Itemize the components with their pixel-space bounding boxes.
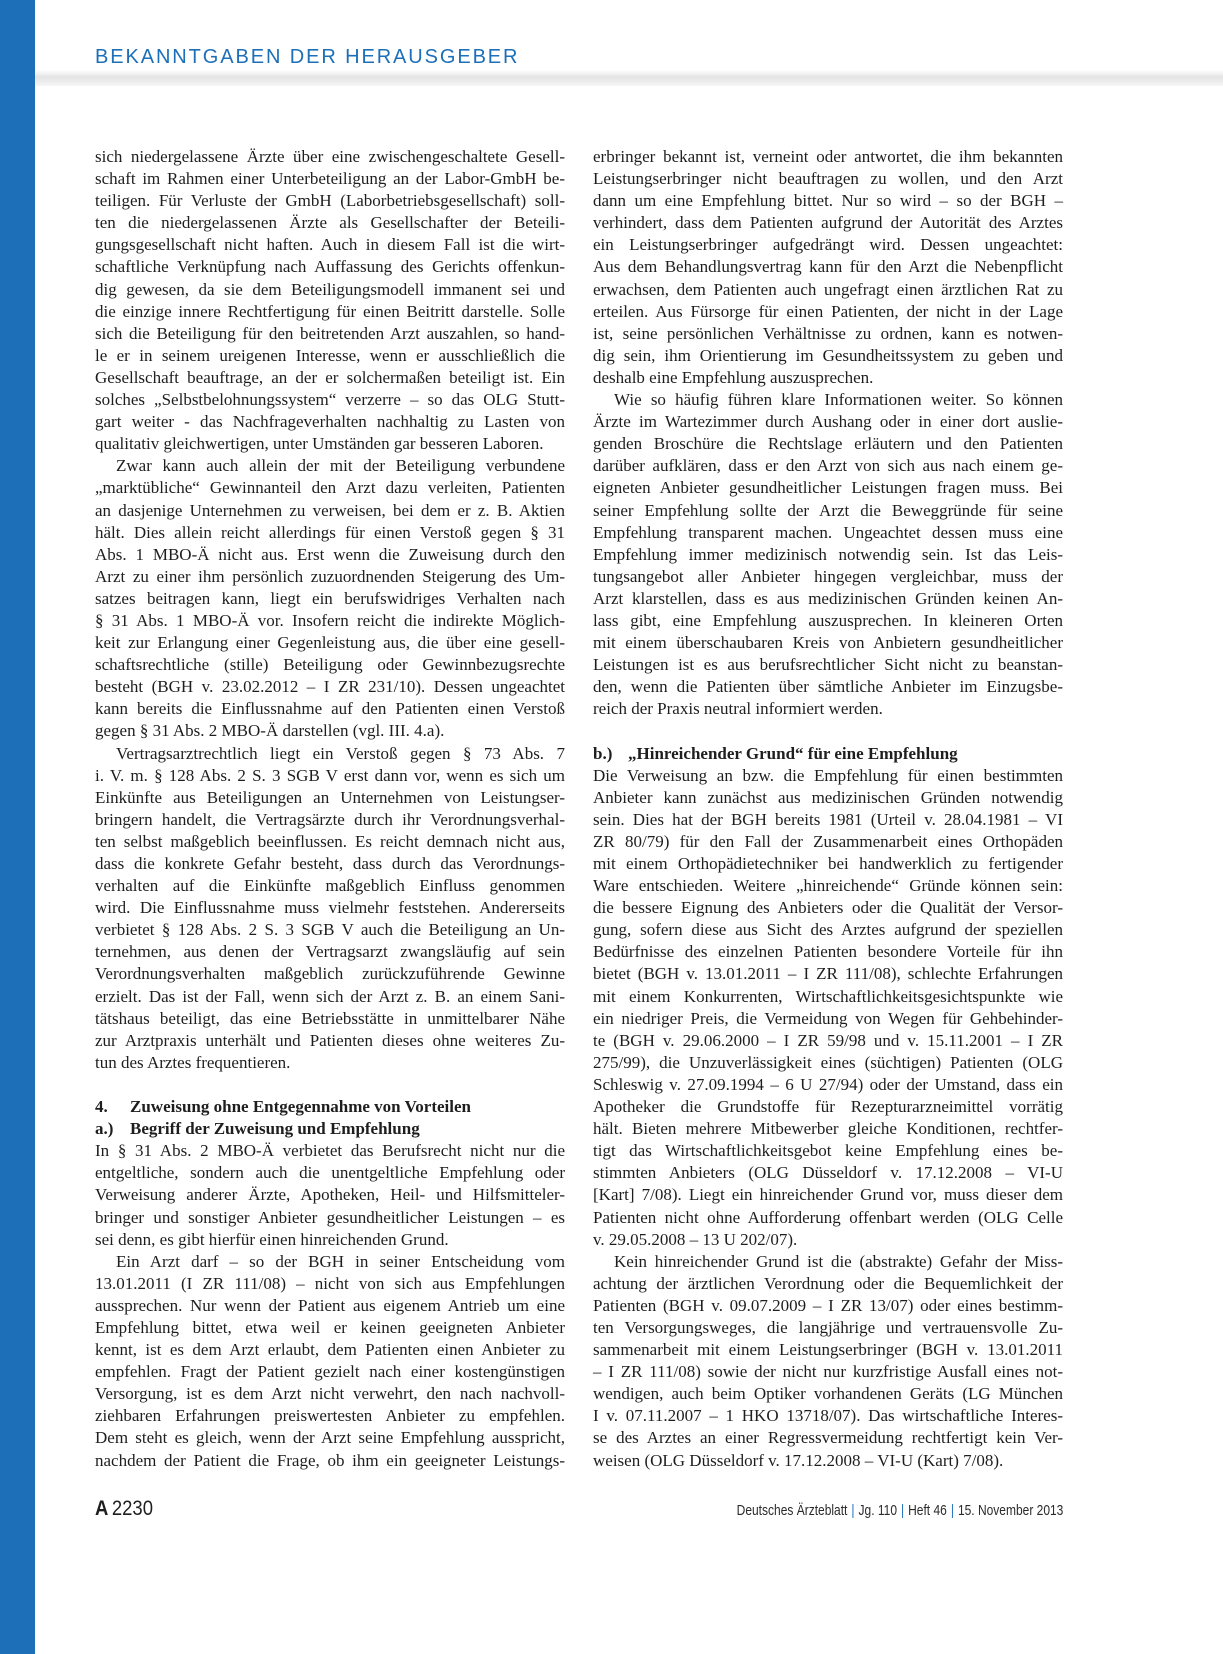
text-line: Die Verweisung an bzw. die Empfehlung für einen bestimmten: [593, 765, 1063, 785]
text-line: erbringer bekannt ist, verneint oder antwortet, die ihm bekannten: [593, 147, 1063, 166]
text-column-right: [593, 146, 1063, 1472]
text-line: mit einem Konkurrenten, Wirtschaftlichkeitsgesichtspunkte wie: [593, 986, 1063, 1006]
text-line: wendigen, auch beim Optiker vorhandenen Geräts (LG München: [593, 1384, 1063, 1404]
text-line: weisen (OLG Düsseldorf v. 17.12.2008 – VI-U (Kart) 7/08).: [593, 1450, 1004, 1470]
text-line: gart weiter - das Nachfrageverhalten nachhaltig zu Lasten von: [95, 412, 565, 432]
text-line: Verordnungsverhalten maßgeblich zurückzuführende Gewinne: [95, 964, 565, 984]
text-line: hält. Dies allein reicht allerdings für einen Verstoß gegen § 31: [95, 522, 565, 542]
text-line: wird. Die Einflussnahme muss vielmehr feststehen. Andererseits: [95, 898, 565, 918]
page-number-value: 2230: [111, 1497, 153, 1520]
text-line: tigt das Wirtschaftlichkeitsgebot keine Empfehlung eines be-: [593, 1141, 1063, 1161]
text-line: besteht (BGH v. 23.02.2012 – I ZR 231/10). Dessen ungeachtet: [95, 677, 565, 697]
text-line: hält. Bieten mehrere Mitbewerber gleiche Konditionen, rechtfer-: [593, 1119, 1063, 1139]
text-line: ein niedriger Preis, die Vermeidung von Wegen für Gehbehinder-: [593, 1008, 1063, 1028]
text-line: achtung der ärztlichen Verordnung oder die Bequemlichkeit der: [593, 1273, 1063, 1293]
text-line: zur Arztpraxis unterhält und Patienten dieses ohne weiteres Zu-: [95, 1030, 565, 1050]
text-line: reich der Praxis neutral informiert werden.: [593, 699, 883, 719]
accent-bar: [0, 0, 35, 1654]
text-line: Wie so häufig führen klare Informationen weiter. So können: [614, 390, 1063, 410]
text-line: tätshaus beteiligt, das eine Betriebsstätte in unmittelbarer Nähe: [95, 1008, 565, 1028]
text-line: Arzt klarstellen, dass es aus medizinischen Gründen keinen An-: [593, 588, 1063, 608]
text-line: 13.01.2011 (I ZR 111/08) – nicht von sich aus Empfehlungen: [95, 1273, 565, 1293]
text-line: an dasjenige Unternehmen zu verweisen, bei dem er z. B. Aktien: [95, 500, 565, 520]
text-line: deshalb eine Empfehlung auszusprechen.: [593, 367, 874, 387]
text-line: „marktübliche“ Gewinnanteil den Arzt dazu verleiten, Patienten: [95, 478, 565, 498]
text-line: gung, sofern diese aus Sicht des Arztes aufgrund der speziellen: [593, 920, 1063, 940]
section-heading: [95, 1096, 565, 1118]
text-line: qualitativ gleichwertigen, unter Umständen gar besseren Laboren.: [95, 434, 544, 454]
text-line: gungsgesellschaft nicht haften. Auch in diesem Fall ist die wirt-: [95, 235, 565, 255]
text-line: ziehbaren Erfahrungen preiswertesten Anbieter zu empfehlen.: [95, 1406, 565, 1426]
text-line: dig sein, ihm Orientierung im Gesundheitssystem zu geben und: [593, 345, 1063, 365]
text-line: darüber aufklären, dass er den Arzt von sich aus nach einem ge-: [593, 456, 1063, 476]
text-line: Zwar kann auch allein der mit der Beteiligung verbundene: [116, 456, 565, 476]
text-line: verhindert, dass dem Patienten aufgrund der Autorität des Arztes: [593, 213, 1063, 233]
text-line: bietet (BGH v. 13.01.2011 – I ZR 111/08), schlechte Erfahrungen: [593, 964, 1063, 984]
text-line: In § 31 Abs. 2 MBO-Ä verbietet das Berufsrecht nicht nur die: [95, 1141, 565, 1161]
text-line: Empfehlung bittet, etwa weil er keinen geeigneten Anbieter: [95, 1317, 565, 1337]
journal-issue: Heft 46: [907, 1502, 947, 1519]
paragraph: [95, 146, 565, 455]
text-line: kann bereits die Einflussnahme auf den Patienten einen Verstoß: [95, 699, 565, 719]
text-line: tun des Arztes frequentieren.: [95, 1052, 291, 1072]
paragraph: [593, 389, 1063, 720]
journal-volume: Jg. 110: [858, 1502, 897, 1519]
text-line: stimmten Anbieters (OLG Düsseldorf v. 17.12.2008 – VI-U: [593, 1163, 1063, 1183]
text-line: sammenarbeit mit einem Leistungserbringer (BGH v. 13.01.2011: [593, 1340, 1063, 1360]
text-line: den, wenn die Patienten über sämtliche Anbieter im Einzugsbe-: [593, 677, 1063, 697]
text-line: bringer und sonstiger Anbieter gesundheitlicher Leistungen – es: [95, 1207, 565, 1227]
paragraph: [593, 765, 1063, 1251]
text-line: satzes beitragen kann, liegt ein berufswidriges Verhalten nach: [95, 588, 565, 608]
text-line: ternehmen, aus denen der Vertragsarzt zwangsläufig auf sein: [95, 942, 565, 962]
text-line: dann um eine Empfehlung bittet. Nur so wird – so der BGH –: [593, 191, 1063, 211]
text-line: erteilen. Aus Fürsorge für einen Patienten, der nicht in der Lage: [593, 301, 1063, 321]
separator: |: [900, 1502, 904, 1519]
text-line: genden Broschüre die Rechtslage erläutern und den Patienten: [593, 434, 1063, 454]
text-line: entgeltliche, sondern auch die unentgeltliche Empfehlung oder: [95, 1163, 565, 1183]
text-line: dass die konkrete Gefahr besteht, dass durch das Verordnungs-: [95, 854, 565, 873]
text-line: Leistungen ist es aus berufsrechtlicher Sicht nicht zu beanstan-: [593, 655, 1063, 675]
text-line: Ärzte im Wartezimmer durch Aushang oder in einer dort auslie-: [593, 412, 1063, 432]
text-line: aussprechen. Nur wenn der Patient aus eigenem Antrieb um eine: [95, 1295, 565, 1315]
text-line: ten Versorgungsweges, die langjährige und vertrauensvolle Zu-: [593, 1317, 1063, 1337]
text-line: ein Leistungserbringer aufgedrängt wird. Dessen ungeachtet:: [593, 235, 1063, 255]
text-line: die bessere Eignung des Anbieters oder die Qualität der Versor-: [593, 898, 1063, 918]
text-line: ten die niedergelassenen Ärzte als Gesellschafter der Beteili-: [95, 213, 565, 233]
section-number: a.): [95, 1119, 114, 1139]
text-line: Apotheker die Grundstoffe für Rezepturarzneimittel vorrätig: [593, 1097, 1063, 1117]
text-line: Dem steht es gleich, wenn der Arzt seine Empfehlung ausspricht,: [95, 1428, 565, 1448]
section-title: Begriff der Zuweisung und Empfehlung: [130, 1119, 420, 1139]
text-line: le er in seinem ureigenen Interesse, wenn er ausschließlich die: [95, 345, 565, 365]
journal-citation: [736, 1502, 1063, 1519]
section-label: BEKANNTGABEN DER HERAUSGEBER: [95, 46, 520, 68]
text-line: sein. Dies hat der BGH bereits 1981 (Urteil v. 28.04.1981 – VI: [593, 809, 1063, 829]
journal-name: Deutsches Ärzteblatt: [736, 1502, 848, 1519]
text-line: sich niedergelassene Ärzte über eine zwischengeschaltete Gesell-: [95, 147, 565, 166]
section-title: Zuweisung ohne Entgegennahme von Vorteilen: [130, 1097, 471, 1117]
separator: |: [851, 1502, 855, 1519]
text-line: keit zur Erlangung einer Gegenleistung aus, die über eine gesell-: [95, 633, 565, 653]
text-line: lass gibt, eine Empfehlung auszusprechen. In kleineren Orten: [593, 610, 1063, 630]
section-title: „Hinreichender Grund“ für eine Empfehlung: [628, 743, 958, 763]
text-line: Abs. 1 MBO-Ä nicht aus. Erst wenn die Zuweisung durch den: [95, 544, 565, 564]
text-line: v. 29.05.2008 – 13 U 202/07).: [593, 1229, 798, 1249]
separator: |: [950, 1502, 954, 1519]
text-line: teiligen. Für Verluste der GmbH (Laborbetriebsgesellschaft) soll-: [95, 191, 565, 211]
text-line: Ein Arzt darf – so der BGH in seiner Entscheidung vom: [116, 1251, 565, 1271]
text-line: Einkünfte aus Beteiligungen an Unternehmen von Leistungser-: [95, 787, 565, 807]
text-line: nachdem der Patient die Frage, ob ihm ein geeigneter Leistungs-: [95, 1450, 565, 1470]
section-number: b.): [593, 743, 613, 763]
text-line: – I ZR 111/08) sowie der nicht nur kurzfristige Ausfall eines not-: [593, 1362, 1063, 1382]
text-column-left: [95, 146, 565, 1472]
section-number: 4.: [95, 1097, 108, 1117]
text-line: mit einem Orthopädietechniker bei handwerklich zu fertigender: [593, 854, 1063, 873]
text-line: schaftsrechtliche (stille) Beteiligung oder Gewinnbezugsrechte: [95, 655, 565, 675]
paragraph: [95, 1251, 565, 1472]
text-line: Kein hinreichender Grund ist die (abstrakte) Gefahr der Miss-: [614, 1251, 1063, 1271]
text-line: Patienten (BGH v. 09.07.2009 – I ZR 13/07) oder eines bestimm-: [593, 1295, 1063, 1315]
text-line: i. V. m. § 128 Abs. 2 S. 3 SGB V erst dann vor, wenn es sich um: [95, 765, 565, 785]
text-line: ist, seine persönlichen Verhältnisse zu ordnen, kann es notwen-: [593, 323, 1063, 343]
text-line: Bedürfnisse des einzelnen Patienten besondere Vorteile für ihn: [593, 942, 1063, 962]
text-line: seiner Empfehlung sollte der Arzt die Beweggründe für seine: [593, 500, 1063, 520]
text-line: 275/99), die Unzuverlässigkeit eines (süchtigen) Patienten (OLG: [593, 1052, 1063, 1072]
text-line: Schleswig v. 27.09.1994 – 6 U 27/94) oder der Umstand, dass ein: [593, 1074, 1063, 1094]
text-line: Gesellschaft beauftrage, an der er solchermaßen beteiligt ist. Ein: [95, 367, 565, 387]
text-line: gegen § 31 Abs. 2 MBO-Ä darstellen (vgl. III. 4.a).: [95, 721, 445, 741]
paragraph: [95, 743, 565, 1074]
text-line: Vertragsarztrechtlich liegt ein Verstoß gegen § 73 Abs. 7: [116, 743, 565, 763]
text-line: empfehlen. Fragt der Patient gezielt nach einer kostengünstigen: [95, 1362, 565, 1382]
text-line: Patienten nicht ohne Aufforderung offenbart werden (OLG Celle: [593, 1207, 1063, 1227]
text-line: te (BGH v. 29.06.2000 – I ZR 59/98 und v. 15.11.2001 – I ZR: [593, 1030, 1063, 1050]
page-prefix: A: [95, 1497, 109, 1520]
text-line: eigneten Anbieter gesundheitlicher Leistungen fragen muss. Bei: [593, 478, 1063, 498]
text-line: solches „Selbstbelohnungssystem“ verzerre – so das OLG Stutt-: [95, 390, 565, 410]
text-line: se des Arztes an einer Regressvermeidung rechtfertigt kein Ver-: [593, 1428, 1063, 1448]
text-line: [Kart] 7/08). Liegt ein hinreichender Grund vor, muss dieser dem: [593, 1185, 1063, 1205]
text-line: Empfehlung transparent machen. Ungeachtet dessen muss eine: [593, 522, 1063, 542]
text-line: Anbieter kann zunächst aus medizinischen Gründen notwendig: [593, 787, 1063, 807]
text-line: die einzige innere Rechtfertigung für einen Beitritt darstelle. Solle: [95, 301, 565, 321]
journal-date: 15. November 2013: [957, 1502, 1063, 1519]
text-line: Arzt zu einer ihm persönlich zuzuordnenden Steigerung des Um-: [95, 566, 565, 586]
text-line: sei denn, es gibt hierfür einen hinreichenden Grund.: [95, 1229, 449, 1249]
text-line: mit einem überschaubaren Kreis von Anbietern gesundheitlicher: [593, 633, 1063, 653]
text-line: schaft im Rahmen einer Unterbeteiligung an der Labor-GmbH be-: [95, 169, 565, 189]
text-line: erzielt. Das ist der Fall, wenn sich der Arzt z. B. an einem Sani-: [95, 986, 565, 1006]
text-line: ten selbst maßgeblich beeinflussen. Es reicht demnach nicht aus,: [95, 831, 565, 851]
text-line: sich die Beteiligung für den beitretenden Arzt auszahlen, so hand-: [95, 323, 565, 343]
text-line: Leistungserbringer nicht beauftragen zu wollen, und den Arzt: [593, 169, 1063, 189]
text-line: Verweisung anderer Ärzte, Apotheken, Heil- und Hilfsmitteler-: [95, 1185, 565, 1205]
text-line: tungsangebot aller Anbieter hingegen vergleichbar, muss der: [593, 566, 1063, 586]
text-line: verhalten auf die Einkünfte maßgeblich Einfluss genommen: [95, 876, 565, 896]
text-line: bringern handelt, die Vertragsärzte durch ihr Verordnungsverhal-: [95, 809, 565, 829]
paragraph: [593, 146, 1063, 389]
text-line: Ware entschieden. Weitere „hinreichende“ Gründe können sein:: [593, 876, 1063, 896]
text-line: kennt, ist es dem Arzt erlaubt, dem Patienten einen Anbieter zu: [95, 1340, 565, 1360]
header-band: [35, 0, 1223, 86]
text-line: erwachsen, dem Patienten auch ungefragt einen ärztlichen Rat zu: [593, 279, 1063, 299]
text-line: I v. 07.11.2007 – 1 HKO 13718/07). Das wirtschaftliche Interes-: [593, 1406, 1063, 1426]
paragraph: [95, 455, 565, 742]
text-line: verbietet § 128 Abs. 2 S. 3 SGB V auch die Beteiligung an Un-: [95, 920, 565, 940]
text-line: Empfehlung immer medizinisch notwendig sein. Ist das Leis-: [593, 544, 1063, 564]
text-line: Aus dem Behandlungsvertrag kann für den Arzt die Nebenpflicht: [593, 257, 1063, 277]
text-line: dig gewesen, da sie dem Beteiligungsmodell immanent sei und: [95, 279, 565, 299]
text-line: Versorgung, ist es dem Arzt nicht verwehrt, den nach nachvoll-: [95, 1384, 565, 1404]
paragraph: [95, 1140, 565, 1250]
text-line: ZR 80/79) für den Fall der Zusammenarbeit eines Orthopäden: [593, 831, 1063, 851]
paragraph: [593, 1251, 1063, 1472]
text-line: schaftliche Verknüpfung nach Auffassung des Gerichts offenkun-: [95, 257, 565, 277]
text-line: § 31 Abs. 1 MBO-Ä vor. Insofern reicht die indirekte Möglich-: [95, 610, 565, 630]
page-number: [95, 1497, 153, 1521]
section-heading: [593, 743, 1063, 765]
section-heading: [95, 1118, 565, 1140]
